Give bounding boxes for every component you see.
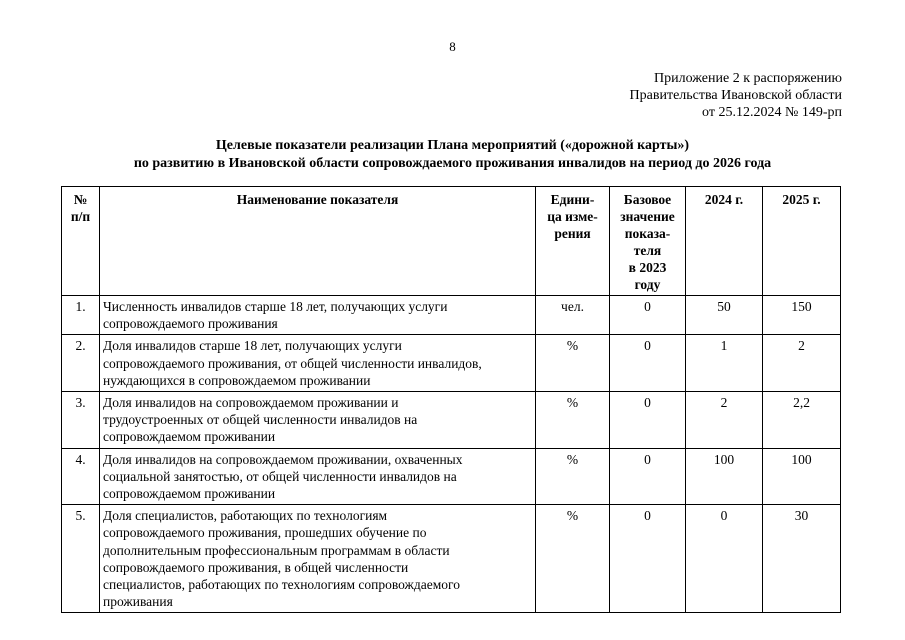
indicator-name: Численность инвалидов старше 18 лет, получающих услуги сопровождаемого проживания (100, 296, 536, 335)
value-2025-cell: 100 (763, 448, 841, 505)
row-number: 1. (62, 296, 100, 335)
title-line-1: Целевые показатели реализации Плана мероприятий («дорожной карты») (215, 138, 690, 153)
value-2024-cell: 1 (686, 335, 763, 392)
value-2024-cell: 0 (686, 505, 763, 613)
table-row (62, 505, 841, 613)
value-2025-cell: 30 (763, 505, 841, 613)
base-value-cell: 0 (610, 448, 686, 505)
header-base-value: Базовое значение показа- теля в 2023 году (610, 187, 686, 296)
table-header-row (62, 187, 841, 296)
indicator-name: Доля инвалидов на сопровождаемом проживании, охваченных социальной занятостью, от общей численности инвалидов на сопровождаемом проживании (100, 448, 536, 505)
appendix-note (630, 70, 842, 121)
table-row (62, 448, 841, 505)
indicator-name: Доля специалистов, работающих по технологиям сопровождаемого проживания, прошедших обучение по дополнительным профессиональным программам в области сопровождаемого проживания, в общей численности специалистов, работающих по технологиям сопровождаемого проживания (100, 505, 536, 613)
indicators-table (61, 186, 841, 613)
base-value-cell: 0 (610, 296, 686, 335)
unit-cell: % (536, 335, 610, 392)
base-value-cell: 0 (610, 392, 686, 449)
row-number: 4. (62, 448, 100, 505)
indicator-name: Доля инвалидов на сопровождаемом проживании и трудоустроенных от общей численности инвалидов на сопровождаемом проживании (100, 392, 536, 449)
base-value-cell: 0 (610, 335, 686, 392)
value-2024-cell: 100 (686, 448, 763, 505)
appendix-line-1: Приложение 2 к распоряжению (654, 71, 842, 86)
base-value-cell: 0 (610, 505, 686, 613)
table-row (62, 296, 841, 335)
value-2025-cell: 2 (763, 335, 841, 392)
value-2024-cell: 2 (686, 392, 763, 449)
row-number: 5. (62, 505, 100, 613)
header-num: № п/п (62, 187, 100, 296)
indicator-name: Доля инвалидов старше 18 лет, получающих услуги сопровождаемого проживания, от общей численности инвалидов, нуждающихся в сопровождаемом проживании (100, 335, 536, 392)
unit-cell: % (536, 392, 610, 449)
header-name: Наименование показателя (100, 187, 536, 296)
row-number: 3. (62, 392, 100, 449)
header-2024: 2024 г. (686, 187, 763, 296)
unit-cell: % (536, 448, 610, 505)
table-row (62, 335, 841, 392)
appendix-line-2: Правительства Ивановской области (629, 88, 842, 103)
appendix-line-3: от 25.12.2024 № 149-рп (702, 105, 842, 120)
document-title (0, 137, 905, 173)
page-number: 8 (449, 39, 456, 54)
header-2025: 2025 г. (763, 187, 841, 296)
unit-cell: % (536, 505, 610, 613)
unit-cell: чел. (536, 296, 610, 335)
row-number: 2. (62, 335, 100, 392)
table-row (62, 392, 841, 449)
title-line-2: по развитию в Ивановской области сопровождаемого проживания инвалидов на период до 2026 года (133, 156, 772, 171)
value-2025-cell: 150 (763, 296, 841, 335)
header-unit: Едини- ца изме- рения (536, 187, 610, 296)
value-2025-cell: 2,2 (763, 392, 841, 449)
value-2024-cell: 50 (686, 296, 763, 335)
